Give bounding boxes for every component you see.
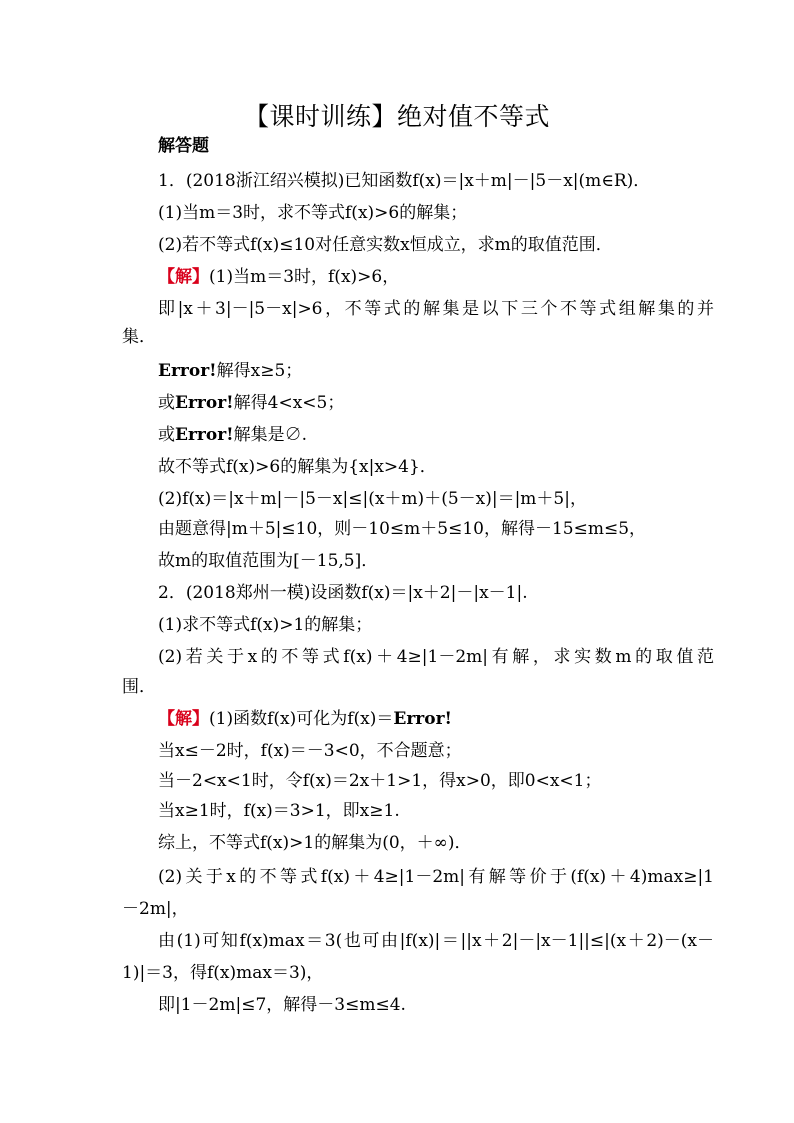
problem-2-statement: 2．(2018郑州一模)设函数f(x)＝|x＋2|－|x－1|. (158, 583, 528, 603)
case-3-result: 解集是∅. (233, 425, 308, 445)
case-1-result: 解得x≥5； (216, 361, 303, 381)
case-1 (158, 360, 714, 382)
solution-text: (1)函数f(x)可化为f(x)＝ (209, 709, 394, 729)
solution-2-case-2: 当－2<x<1时，令f(x)＝2x＋1>1，得x>0，即0<x<1； (158, 771, 602, 791)
solution-1-text-cont: 集． (122, 327, 156, 347)
solution-1-part-2-line-1: (2)f(x)＝|x＋m|－|5－x|≤|(x＋m)＋(5－x)|＝|m＋5|， (158, 489, 587, 509)
error-placeholder: Error! (175, 425, 234, 445)
solution-1-part-2-line-2: 由题意得|m＋5|≤10，则－10≤m＋5≤10，解得－15≤m≤5， (158, 519, 647, 539)
error-placeholder: Error! (393, 709, 453, 729)
solution-text: (1)当m＝3时，f(x)>6， (209, 267, 400, 287)
case-2-or: 或 (158, 393, 175, 413)
problem-2-part-1: (1)求不等式f(x)>1的解集； (158, 615, 373, 635)
solution-2-summary: 综上，不等式f(x)>1的解集为(0，＋∞)． (158, 833, 472, 853)
solution-1-conclusion: 故不等式f(x)>6的解集为{x|x>4}． (158, 457, 437, 477)
section-heading: 解答题 (158, 136, 209, 156)
solution-2-case-3: 当x≥1时，f(x)＝3>1，即x≥1. (158, 801, 400, 821)
solution-1-part-2-answer: 故m的取值范围为[－15,5]． (158, 551, 379, 571)
case-3-or: 或 (158, 425, 175, 445)
problem-1-part-1: (1)当m＝3时，求不等式f(x)>6的解集； (158, 203, 468, 223)
problem-1-statement: 1．(2018浙江绍兴模拟)已知函数f(x)＝|x＋m|－|5－x|(m∈R)． (158, 171, 651, 191)
solution-2-line (158, 708, 714, 730)
solution-2-part-2-line-2-cont: 1)|＝3，得f(x)max＝3)， (122, 963, 324, 983)
case-2 (158, 392, 714, 414)
problem-1-part-2: (2)若不等式f(x)≤10对任意实数x恒成立，求m的取值范围． (158, 235, 613, 255)
case-3 (158, 424, 714, 446)
solution-1-line (158, 266, 714, 288)
error-placeholder: Error! (158, 361, 217, 381)
error-placeholder: Error! (175, 393, 234, 413)
solution-2-case-1: 当x≤－2时，f(x)＝－3<0，不合题意； (158, 741, 462, 761)
case-2-result: 解得4<x<5； (233, 393, 345, 413)
solution-2-part-2-line-1: (2)关于x的不等式f(x)＋4≥|1－2m|有解等价于(f(x)＋4)max≥|1 (158, 867, 714, 887)
solution-2-part-2-line-1-cont: －2m|， (122, 899, 189, 919)
problem-2-part-2: (2)若关于x的不等式f(x)＋4≥|1－2m|有解，求实数m的取值范 (158, 647, 714, 667)
page-title: 【课时训练】绝对值不等式 (243, 102, 550, 131)
solution-2-answer: 即|1－2m|≤7，解得－3≤m≤4. (158, 995, 406, 1015)
problem-2-part-2-cont: 围． (122, 677, 156, 697)
solution-2-part-2-line-2: 由(1)可知f(x)max＝3(也可由|f(x)|＝||x＋2|－|x－1||≤|(x＋2)－(x－ (158, 931, 714, 951)
solution-1-text: 即|x＋3|－|5－x|>6，不等式的解集是以下三个不等式组解集的并 (158, 299, 714, 319)
solution-label: 【解】 (158, 267, 209, 287)
solution-label: 【解】 (158, 709, 209, 729)
